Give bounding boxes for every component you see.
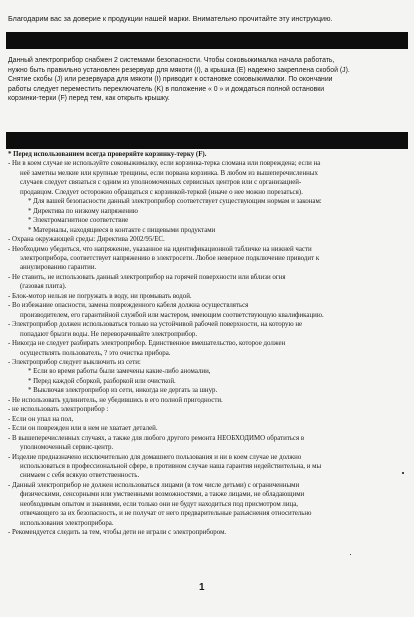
rule-line: - Если он упал на пол,: [8, 415, 74, 423]
rule-line: необходимым опытом и знаниями, если только они не будут находиться под присмотром лица,: [20, 500, 298, 508]
intro-text: Благодарим вас за доверие к продукции нашей марки. Внимательно прочитайте эту инструкцию.: [8, 14, 333, 23]
rule-line: снимаем с себя всякую ответственность.: [20, 472, 140, 480]
rule-line: - Рекомендуется следить за тем, чтобы дети не играли с электроприбором.: [8, 529, 227, 537]
rule-line: уполномоченный сервис-центр.: [20, 444, 114, 452]
rule-line: - Охрана окружающей среды: Директива 2002/95/ЕС.: [8, 236, 165, 244]
rule-line: - Если он поврежден или в нем не хватает деталей.: [8, 425, 158, 433]
paragraph-line: работы следует переместить переключатель (K) в положение « 0 » и дождаться полной остановки: [8, 85, 325, 93]
rule-line: - Никогда не следует разбирать электроприбор. Единственное вмешательство, которое должен: [8, 340, 286, 348]
rule-line: продавцом. Следует осторожно обращаться с корзинкой-теркой (иначе о нее можно порезаться).: [20, 188, 303, 196]
rule-line: - Необходимо убедиться, что напряжение, указанное на идентификационной табличке на нижней части: [8, 245, 312, 253]
page-number: 1: [199, 582, 205, 593]
section-header-bar: [6, 132, 408, 149]
paragraph-line: корзинки-терки (F) перед тем, как открыть крышку.: [8, 95, 170, 103]
speck: [350, 554, 351, 555]
rule-line: - Электроприбор следует выключить из сети:: [8, 358, 141, 366]
rule-line: * Если во время работы были замечены какие-либо аномалии,: [28, 368, 211, 376]
rule-line: использования электроприбора.: [20, 519, 114, 527]
safety-systems-paragraph: [8, 56, 406, 104]
safety-rules-list: [8, 150, 406, 538]
rule-line: * Материалы, находящиеся в контакте с пищевыми продуктами: [28, 226, 216, 234]
rule-line: - Не использовать удлинитель, не убедившись в его полной пригодности.: [8, 396, 223, 404]
paragraph-line: Данный электроприбор снабжен 2 системами безопасности. Чтобы соковыжималка начала работать,: [8, 57, 335, 64]
rule-line: случаев следует связаться с одним из уполномоченных сервисных центров или с организацией-: [20, 179, 302, 187]
rule-line: отвечающего за их безопасность, и не получат от него предварительные разъяснения относительно: [20, 510, 312, 518]
rule-line: * Директива по низкому напряжению: [28, 207, 138, 215]
rule-line: * Электромагнитное соответствие: [28, 217, 129, 225]
rule-line: производителем, его гарантийной службой или мастером, имеющим соответствующую квалификацию.: [20, 311, 324, 319]
rule-line: электроприбора, соответствует напряжению в электросети. Любое неверное подключение приводит к: [20, 254, 320, 262]
rule-line: - В вышеперечисленных случаях, а также для любого другого ремонта НЕОБХОДИМО обратиться в: [8, 434, 305, 442]
rule-line: - Блок-мотор нельзя не погружать в воду, ни промывать водой.: [8, 292, 192, 300]
rule-line: - Электроприбор должен использоваться только на устойчивой рабочей поверхности, на которую не: [8, 321, 303, 329]
speck: [402, 472, 404, 474]
rule-line: - Во избежание опасности, замена поврежденного кабеля должна осуществляться: [8, 302, 249, 310]
rule-line: (газовая плита).: [20, 283, 67, 291]
rule-line: - не использовать электроприбор :: [8, 406, 109, 414]
rule-line: - Изделие предназначено исключительно для домашнего пользования и ни в коем случае не должно: [8, 453, 302, 461]
rule-line: - Данный электроприбор не должен использоваться лицами (в том числе детьми) с ограниченными: [8, 481, 300, 489]
rule-line: * Выключая электроприбор из сети, никогда не дергать за шнур.: [28, 387, 218, 395]
rule-line: неё заметны мелкие или крупные трещины, если порвана корзинка. В любом из вышеперечисленных: [20, 169, 318, 177]
rule-line: использоваться в профессиональной сфере, в противном случае наша гарантия недействительна, и мы: [20, 462, 322, 470]
rule-line: * Для вашей безопасности данный электроприбор соответствует существующим нормам и законам:: [28, 198, 322, 206]
rule-line: физическими, сенсорными или умственными возможностями, а также лицами, не обладающими: [20, 491, 305, 499]
paragraph-line: нужно быть правильно установлен резервуар для мякоти (I), а крышка (E) надежно закреплена скобой (J).: [8, 66, 350, 74]
section-header-bar: [6, 32, 408, 49]
rule-line: попадают брызги воды. Не переворачивайте электроприбор.: [20, 330, 198, 338]
rule-line: * Перед каждой сборкой, разборкой или очисткой.: [28, 377, 176, 385]
rule-line: аннулированию гарантии.: [20, 264, 97, 272]
paragraph-line: Снятие скобы (J) или резервуара для мякоти (I) приводит к остановке соковыжималки. По окончании: [8, 76, 333, 84]
rule-line: - Ни в коем случае не используйте соковыжималку, если корзинка-терка сломана или повреждена; если на: [8, 160, 321, 168]
rule-line: осуществлять пользователь, ? это очистка прибора.: [20, 349, 171, 357]
rule-line: * Перед использованием всегда проверяйте корзинку-терку (F).: [8, 151, 207, 158]
rule-line: - Не ставить, не использовать данный электроприбор на горячей поверхности или вблизи огня: [8, 273, 286, 281]
